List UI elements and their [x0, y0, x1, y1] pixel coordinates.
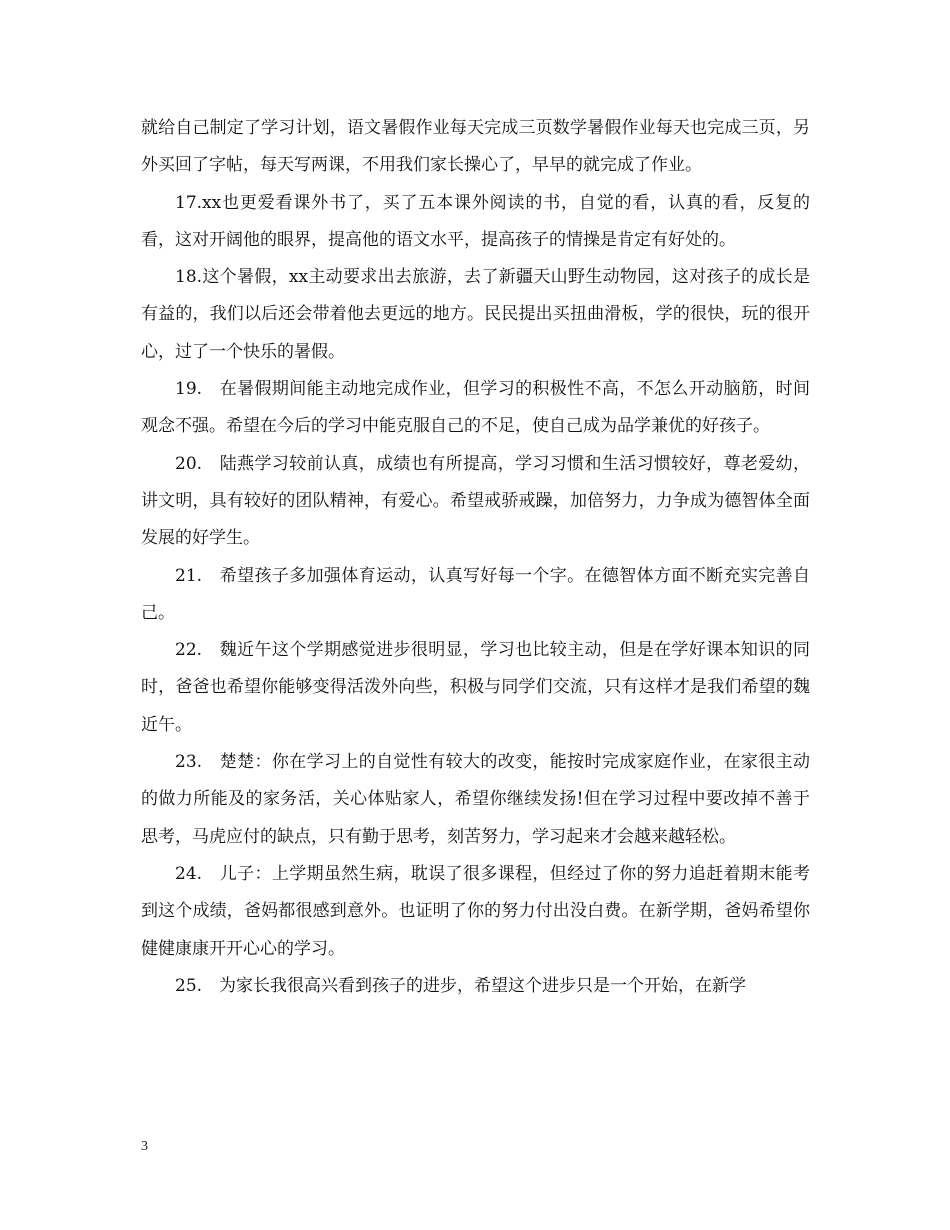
paragraph-item-20: 20. 陆燕学习较前认真，成绩也有所提高，学习习惯和生活习惯较好，尊老爱幼，讲文明，具有较好的团队精神，有爱心。希望戒骄戒躁，加倍努力，力争成为德智体全面发展的好学生。 [141, 453, 810, 549]
paragraph-item-24: 24. 儿子：上学期虽然生病，耽误了很多课程，但经过了你的努力追赶着期末能考到这个成绩，爸妈都很感到意外。也证明了你的努力付出没白费。在新学期，爸妈希望你健健康康开开心心的学习。 [141, 863, 810, 959]
paragraph-item-18: 18.这个暑假，xx主动要求出去旅游，去了新疆天山野生动物园，这对孩子的成长是有益的，我们以后还会带着他去更远的地方。民民提出买扭曲滑板，学的很快，玩的很开心，过了一个快乐的暑假。 [141, 267, 810, 362]
paragraph-item-19: 19. 在暑假期间能主动地完成作业，但学习的积极性不高，不怎么开动脑筋，时间观念不强。希望在今后的学习中能克服自己的不足，使自己成为品学兼优的好孩子。 [141, 379, 810, 437]
paragraph-item-21: 21. 希望孩子多加强体育运动，认真写好每一个字。在德智体方面不断充实完善自己。 [141, 565, 810, 623]
paragraph-item-25: 25. 为家长我很高兴看到孩子的进步，希望这个进步只是一个开始，在新学 [175, 975, 747, 996]
paragraph-item-23: 23. 楚楚：你在学习上的自觉性有较大的改变，能按时完成家庭作业，在家很主动的做力所能及的家务活，关心体贴家人，希望你继续发扬!但在学习过程中要改掉不善于思考，马虎应付的缺点，只有勤于思考，刻苦努力，学习起来才会越来越轻松。 [141, 752, 810, 847]
page-number: 3 [141, 1139, 148, 1154]
paragraph-item-17: 17.xx也更爱看课外书了，买了五本课外阅读的书，自觉的看，认真的看，反复的看，这对开阔他的眼界，提高他的语文水平，提高孩子的情操是肯定有好处的。 [141, 192, 810, 250]
document-body [141, 110, 810, 1005]
paragraph-continuation: 就给自己制定了学习计划，语文暑假作业每天完成三页数学暑假作业每天也完成三页，另外买回了字帖，每天写两课，不用我们家长操心了，早早的就完成了作业。 [141, 118, 810, 176]
paragraph-item-22: 22. 魏近午这个学期感觉进步很明显，学习也比较主动，但是在学好课本知识的同时，爸爸也希望你能够变得活泼外向些，积极与同学们交流，只有这样才是我们希望的魏近午。 [141, 640, 810, 735]
